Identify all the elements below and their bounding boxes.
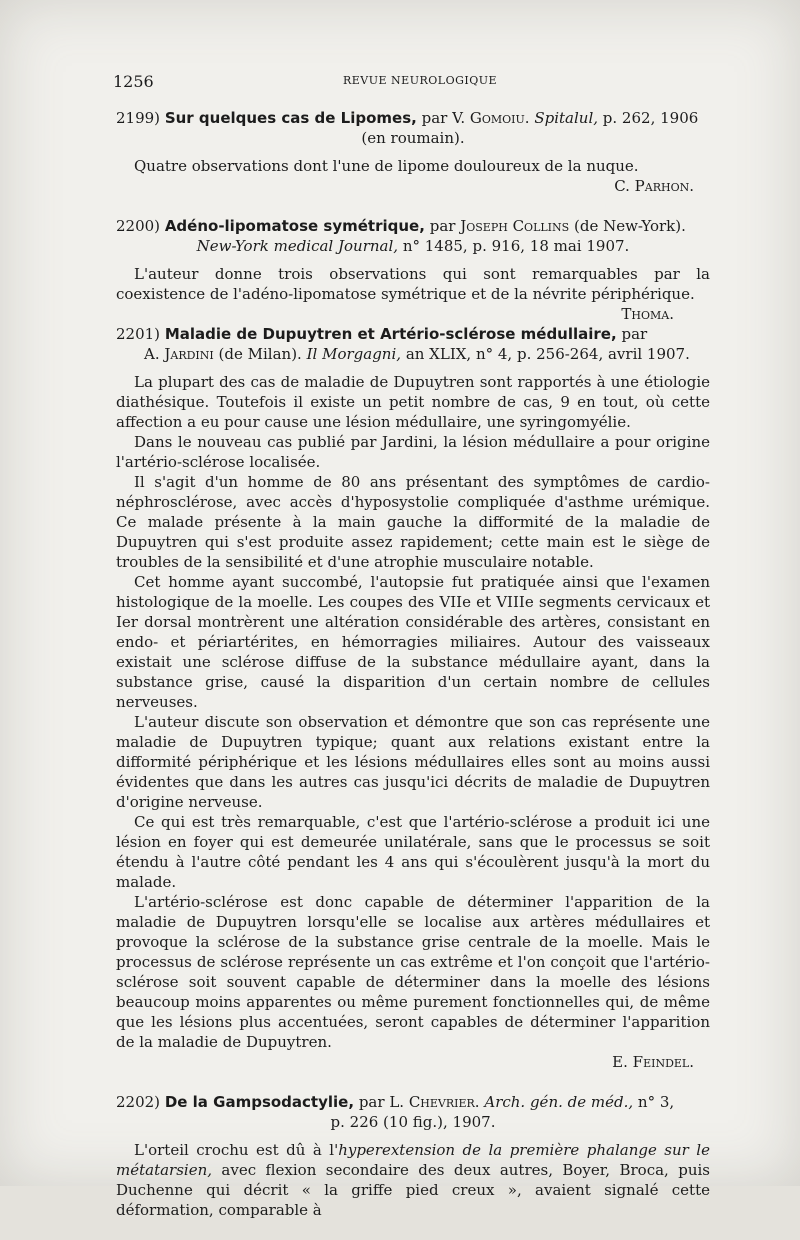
- abstract-text: [116, 264, 710, 323]
- abstract-text: [116, 1140, 710, 1220]
- entry-heading: [116, 108, 710, 128]
- entry-number: 2201): [116, 325, 161, 343]
- paragraph: L'artério-sclérose est donc capable de déterminer l'apparition de la maladie de Dupuytren lorsqu'elle se localise aux artères médullaires et provoque la sclérose de la substance grise centrale de la moelle. Mais le processus de sclérose représente un cas extrême et l'on conçoit que l'artério-sclérose soit souvent capable de déterminer dans la moelle des lésions beaucoup moins apparentes ou même purement fonctionnelles qui, de même que les lésions plus accentuées, seront capables de déterminer l'apparition de la maladie de Dupuytren.: [116, 893, 710, 1051]
- page-number: 1256: [113, 72, 154, 91]
- par-word: par: [621, 325, 648, 343]
- entry-title: Maladie de Dupuytren et Artério-sclérose médullaire,: [164, 325, 617, 343]
- entry-subline: [116, 344, 710, 364]
- entry-number: 2199): [116, 109, 161, 127]
- abstract-entry-2202: [116, 1092, 710, 1220]
- paragraph: [116, 1140, 710, 1220]
- entry-heading: [116, 216, 710, 236]
- entry-title: Adéno-lipomatose symétrique,: [164, 217, 425, 235]
- signature: E. Feindel.: [612, 1053, 694, 1071]
- entry-author: Joseph Collins: [460, 217, 570, 235]
- running-title: REVUE NEUROLOGIQUE: [343, 74, 498, 87]
- paragraph: Il s'agit d'un homme de 80 ans présentant des symptômes de cardio-néphrosclérose, avec accès d'hyposystolie compliquée d'asthme urémique. Ce malade présente à la main gauche la difformité de la maladie de Dupuytren qui s'est produite assez rapidement; cette main est le siège de troubles de la sensibilité et d'une atrophie musculaire notable.: [116, 473, 710, 571]
- par-word: par: [358, 1093, 385, 1111]
- entry-subline: (en roumain).: [361, 129, 465, 147]
- entry-source: New-York medical Journal,: [196, 237, 399, 255]
- article-body: [116, 108, 710, 1240]
- paragraph: Quatre observations dont l'une de lipome douloureux de la nuque.: [134, 157, 639, 175]
- paragraph-text: L'auteur donne trois observations qui sont remarquables par la coexistence de l'adéno-lipomatose symétrique et de la névrite périphérique.: [116, 265, 710, 303]
- paragraph-italic: hyperextension de la première phalange sur le métatarsien,: [116, 1141, 710, 1179]
- abstract-entry-2199: [116, 108, 710, 196]
- entry-author-extra: (de New-York).: [573, 217, 686, 235]
- entry-number: 2202): [116, 1093, 161, 1111]
- entry-author: L. Chevrier.: [389, 1093, 480, 1111]
- paragraph: Cet homme ayant succombé, l'autopsie fut pratiquée ainsi que l'examen histologique de la moelle. Les coupes des VIIe et VIIIe segments cervicaux et Ier dorsal montrèrent une altération considérable des artères, consistant en endo- et périartérites, en hémorragies miliaires. Autour des vaisseaux existait une sclérose diffuse de la substance médullaire ayant, dans la substance grise, causé la disparition d'un certain nombre de cellules nerveuses.: [116, 573, 710, 711]
- par-word: par: [429, 217, 456, 235]
- entry-source: Il Morgagni,: [306, 345, 402, 363]
- entry-heading: [116, 324, 710, 344]
- entry-details: n° 1485, p. 916, 18 mai 1907.: [402, 237, 630, 255]
- entry-details: n° 3,: [637, 1093, 675, 1111]
- paragraph: La plupart des cas de maladie de Dupuytren sont rapportés à une étiologie diathésique. Toutefois il existe un petit nombre de cas, 9 en tout, où cette affection a eu pour cause une lésion médullaire, une syringomyélie.: [116, 373, 710, 431]
- entry-title: De la Gampsodactylie,: [164, 1093, 355, 1111]
- paragraph: [116, 264, 710, 323]
- entry-subline: [116, 236, 710, 256]
- paragraph-rest: avec flexion secondaire des deux autres, Boyer, Broca, puis Duchenne qui décrit « la griffe pied creux », avaient signalé cette déformation, comparable à: [116, 1161, 710, 1219]
- entry-author: A. Jardini: [144, 345, 214, 363]
- signature: C. Parhon.: [614, 177, 694, 195]
- abstract-text: [116, 372, 710, 1052]
- entry-title: Sur quelques cas de Lipomes,: [164, 109, 417, 127]
- entry-subline: p. 226 (10 fig.), 1907.: [330, 1113, 496, 1131]
- entry-details: an XLIX, n° 4, p. 256-264, avril 1907.: [405, 345, 690, 363]
- entry-author: V. Gomoiu.: [452, 109, 530, 127]
- entry-details: p. 262, 1906: [602, 109, 699, 127]
- paragraph: Dans le nouveau cas publié par Jardini, la lésion médullaire a pour origine l'artério-sclérose localisée.: [116, 433, 710, 471]
- par-word: par: [421, 109, 448, 127]
- paragraph: Ce qui est très remarquable, c'est que l'artério-sclérose a produit ici une lésion en foyer qui est demeurée unilatérale, sans que le processus se soit étendu à l'autre côté pendant les 4 ans qui s'écoulèrent jusqu'à la mort du malade.: [116, 813, 710, 891]
- entry-source: Spitalul,: [534, 109, 599, 127]
- entry-number: 2200): [116, 217, 161, 235]
- abstract-entry-2200: [116, 216, 710, 323]
- abstract-entry-2201: [116, 324, 710, 1072]
- abstract-text: [116, 156, 710, 176]
- signature: Thoma.: [621, 305, 674, 323]
- entry-source: Arch. gén. de méd.,: [484, 1093, 634, 1111]
- paragraph: L'auteur discute son observation et démontre que son cas représente une maladie de Dupuytren typique; quant aux relations existant entre la difformité périphérique et les lésions médullaires elles sont au moins aussi évidentes que dans les autres cas jusqu'ici décrits de maladie de Dupuytren d'origine nerveuse.: [116, 713, 710, 811]
- entry-heading: [116, 1092, 710, 1112]
- entry-author-extra: (de Milan).: [218, 345, 302, 363]
- paragraph-start: L'orteil crochu est dû à l': [134, 1141, 339, 1159]
